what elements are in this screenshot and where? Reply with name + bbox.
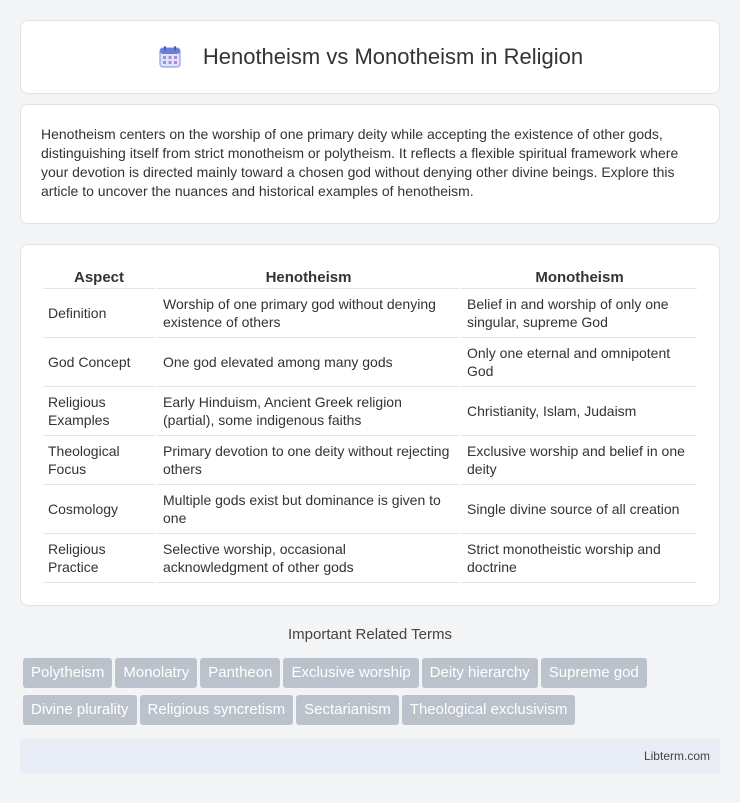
tag-theological-exclusivism[interactable]: Theological exclusivism — [402, 695, 576, 725]
table-header: Aspect — [43, 265, 155, 289]
calendar-icon — [157, 44, 183, 70]
table-cell: Only one eternal and omnipotent God — [459, 338, 697, 387]
header — [157, 44, 583, 70]
table-cell: Religious Practice — [43, 534, 155, 583]
table-cell: Theological Focus — [43, 436, 155, 485]
tag-religious-syncretism[interactable]: Religious syncretism — [140, 695, 294, 725]
table-row — [43, 387, 697, 436]
table-header: Henotheism — [155, 265, 459, 289]
table-cell: Definition — [43, 289, 155, 338]
table-cell: Christianity, Islam, Judaism — [459, 387, 697, 436]
table-cell: One god elevated among many gods — [155, 338, 459, 387]
table-cell: Belief in and worship of only one singular, supreme God — [459, 289, 697, 338]
table-row — [43, 485, 697, 534]
table-cell: Cosmology — [43, 485, 155, 534]
table-cell: Selective worship, occasional acknowledgment of other gods — [155, 534, 459, 583]
table-cell: Exclusive worship and belief in one deity — [459, 436, 697, 485]
table-cell: Early Hinduism, Ancient Greek religion (partial), some indigenous faiths — [155, 387, 459, 436]
tag-divine-plurality[interactable]: Divine plurality — [23, 695, 137, 725]
header-card — [20, 20, 720, 94]
footer — [20, 739, 720, 773]
table-row — [43, 436, 697, 485]
table-cell: Worship of one primary god without denying existence of others — [155, 289, 459, 338]
table-header-row — [43, 265, 697, 289]
table-cell: Single divine source of all creation — [459, 485, 697, 534]
comparison-table — [43, 265, 697, 583]
tag-sectarianism[interactable]: Sectarianism — [296, 695, 399, 725]
table-cell: Strict monotheistic worship and doctrine — [459, 534, 697, 583]
tag-monolatry[interactable]: Monolatry — [115, 658, 197, 688]
table-cell: God Concept — [43, 338, 155, 387]
table-row — [43, 289, 697, 338]
table-header: Monotheism — [459, 265, 697, 289]
table-row — [43, 338, 697, 387]
table-cell: Primary devotion to one deity without rejecting others — [155, 436, 459, 485]
tag-pantheon[interactable]: Pantheon — [200, 658, 280, 688]
table-cell: Multiple gods exist but dominance is given to one — [155, 485, 459, 534]
table-row — [43, 534, 697, 583]
tag-supreme-god[interactable]: Supreme god — [541, 658, 647, 688]
page-title: Henotheism vs Monotheism in Religion — [202, 44, 584, 69]
tag-deity-hierarchy[interactable]: Deity hierarchy — [422, 658, 538, 688]
intro-card — [20, 104, 720, 224]
related-terms-title: Important Related Terms — [288, 626, 452, 643]
tag-exclusive-worship[interactable]: Exclusive worship — [283, 658, 418, 688]
comparison-table-card — [20, 244, 720, 606]
table-cell: Religious Examples — [43, 387, 155, 436]
intro-text: Henotheism centers on the worship of one primary deity while accepting the existence of other gods, distinguishing itself from strict monotheism or polytheism. It reflects a flexible spiritual framework where your devotion is directed mainly toward a chosen god without denying other divine beings. Explore this article to uncover the nuances and historical examples of henotheism. — [41, 126, 679, 199]
footer-brand-link[interactable]: Libterm.com — [643, 749, 710, 763]
related-terms-list — [23, 658, 723, 732]
tag-polytheism[interactable]: Polytheism — [23, 658, 112, 688]
